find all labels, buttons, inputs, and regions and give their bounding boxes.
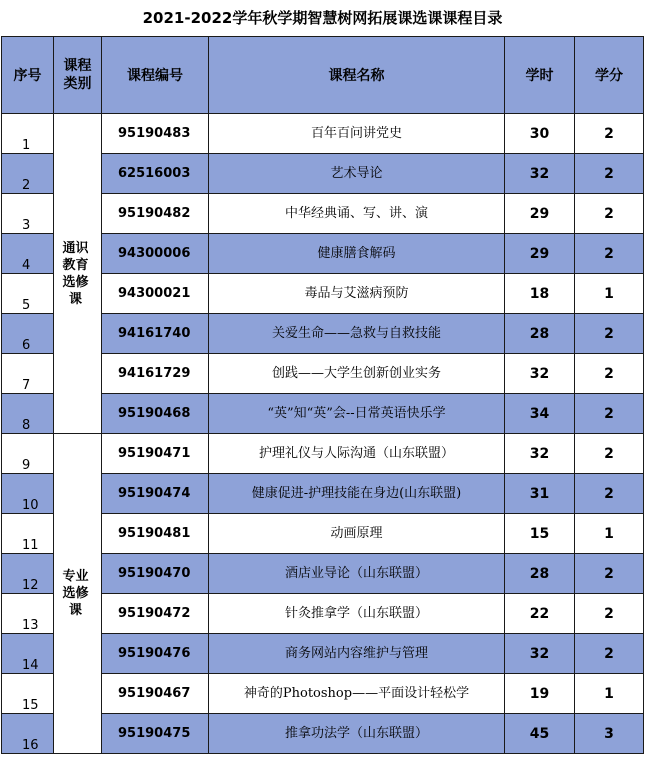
page-title: 2021-2022学年秋学期智慧树网拓展课选课课程目录 (142, 9, 503, 27)
row-seq: 16 (2, 714, 54, 754)
row-course-code: 95190474 (102, 474, 209, 514)
header-seq: 序号 (2, 37, 54, 114)
row-course-name: 艺术导论 (209, 154, 505, 194)
header-name: 课程名称 (209, 37, 505, 114)
row-hours: 32 (505, 154, 575, 194)
row-seq: 6 (2, 314, 54, 354)
row-credits: 2 (575, 354, 644, 394)
row-hours: 28 (505, 314, 575, 354)
table-row (2, 434, 644, 474)
row-hours: 15 (505, 514, 575, 554)
row-seq: 12 (2, 554, 54, 594)
row-credits: 3 (575, 714, 644, 754)
row-course-code: 95190476 (102, 634, 209, 674)
row-course-name: 神奇的Photoshop——平面设计轻松学 (209, 674, 505, 714)
row-seq: 13 (2, 594, 54, 634)
row-hours: 32 (505, 354, 575, 394)
row-seq: 14 (2, 634, 54, 674)
header-credits: 学分 (575, 37, 644, 114)
row-course-name: 健康促进-护理技能在身边(山东联盟) (209, 474, 505, 514)
row-seq: 8 (2, 394, 54, 434)
row-credits: 1 (575, 514, 644, 554)
row-seq: 10 (2, 474, 54, 514)
row-credits: 2 (575, 554, 644, 594)
row-course-code: 94300021 (102, 274, 209, 314)
row-course-code: 95190472 (102, 594, 209, 634)
row-course-name: 针灸推拿学（山东联盟） (209, 594, 505, 634)
row-course-name: 动画原理 (209, 514, 505, 554)
header-row (2, 37, 644, 114)
row-hours: 18 (505, 274, 575, 314)
row-credits: 2 (575, 194, 644, 234)
row-credits: 2 (575, 434, 644, 474)
row-seq: 11 (2, 514, 54, 554)
row-credits: 2 (575, 114, 644, 154)
row-seq: 9 (2, 434, 54, 474)
row-hours: 29 (505, 234, 575, 274)
row-course-name: 中华经典诵、写、讲、演 (209, 194, 505, 234)
row-seq: 1 (2, 114, 54, 154)
course-rows (2, 114, 644, 754)
row-course-code: 95190482 (102, 194, 209, 234)
row-hours: 32 (505, 434, 575, 474)
row-seq: 7 (2, 354, 54, 394)
row-credits: 2 (575, 234, 644, 274)
row-credits: 2 (575, 594, 644, 634)
row-course-name: 关爱生命——急救与自救技能 (209, 314, 505, 354)
row-hours: 45 (505, 714, 575, 754)
row-course-name: 创践——大学生创新创业实务 (209, 354, 505, 394)
row-course-code: 95190468 (102, 394, 209, 434)
row-credits: 1 (575, 274, 644, 314)
row-hours: 31 (505, 474, 575, 514)
row-hours: 19 (505, 674, 575, 714)
row-course-code: 95190483 (102, 114, 209, 154)
row-hours: 22 (505, 594, 575, 634)
row-seq: 2 (2, 154, 54, 194)
row-course-code: 95190467 (102, 674, 209, 714)
course-table (1, 36, 644, 754)
row-hours: 32 (505, 634, 575, 674)
row-seq: 5 (2, 274, 54, 314)
row-hours: 30 (505, 114, 575, 154)
row-course-name: 护理礼仪与人际沟通（山东联盟） (209, 434, 505, 474)
row-credits: 2 (575, 394, 644, 434)
row-credits: 2 (575, 154, 644, 194)
row-credits: 2 (575, 634, 644, 674)
row-hours: 34 (505, 394, 575, 434)
row-course-name: 商务网站内容维护与管理 (209, 634, 505, 674)
row-seq: 4 (2, 234, 54, 274)
table-row (2, 114, 644, 154)
row-course-code: 95190475 (102, 714, 209, 754)
category-major: 专业选修课 (54, 434, 102, 754)
row-hours: 29 (505, 194, 575, 234)
row-course-code: 95190481 (102, 514, 209, 554)
row-seq: 15 (2, 674, 54, 714)
row-course-code: 95190470 (102, 554, 209, 594)
header-hours: 学时 (505, 37, 575, 114)
row-course-name: “英”知“英”会--日常英语快乐学 (209, 394, 505, 434)
row-seq: 3 (2, 194, 54, 234)
row-course-code: 94300006 (102, 234, 209, 274)
row-credits: 2 (575, 474, 644, 514)
row-credits: 1 (575, 674, 644, 714)
row-course-name: 健康膳食解码 (209, 234, 505, 274)
row-course-name: 毒品与艾滋病预防 (209, 274, 505, 314)
row-course-name: 酒店业导论（山东联盟） (209, 554, 505, 594)
row-course-code: 62516003 (102, 154, 209, 194)
row-course-name: 百年百问讲党史 (209, 114, 505, 154)
header-code: 课程编号 (102, 37, 209, 114)
header-category: 课程类别 (54, 37, 102, 114)
row-credits: 2 (575, 314, 644, 354)
row-course-code: 94161740 (102, 314, 209, 354)
row-course-name: 推拿功法学（山东联盟） (209, 714, 505, 754)
category-general: 通识教育选修课 (54, 114, 102, 434)
row-hours: 28 (505, 554, 575, 594)
row-course-code: 95190471 (102, 434, 209, 474)
row-course-code: 94161729 (102, 354, 209, 394)
